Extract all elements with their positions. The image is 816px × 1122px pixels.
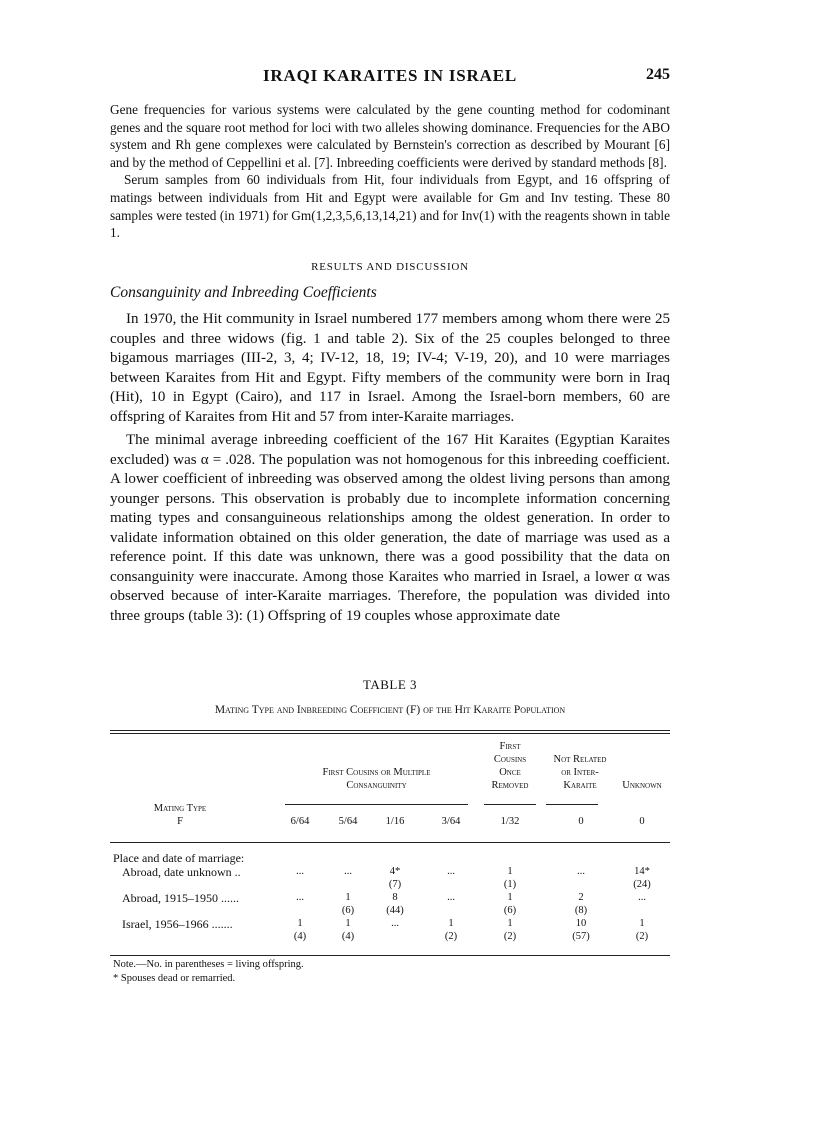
offspring-cell: (57) — [572, 931, 590, 942]
f-value: 0 — [639, 816, 645, 827]
table-cell: ... — [447, 866, 455, 877]
f-value: 6/64 — [290, 816, 310, 827]
header-not-related-line2: or Inter- — [561, 767, 599, 778]
table-title: Mating Type and Inbreeding Coefficient (F) of the Hit Karaite Population — [214, 704, 566, 716]
methods-paragraph-2: Serum samples from 60 individuals from Hit, four individuals from Egypt, and 16 offspring of matings between individuals from Hit and Egypt were available for Gm and Inv testing. These 80 samples were tested (in 1971) for Gm(1,2,3,5,6,13,14,21) and for Inv(1) with the reagents shown in table 1. — [110, 172, 670, 241]
header-unknown: Unknown — [622, 780, 662, 791]
table-cell: 1 — [639, 918, 645, 929]
place-date-label: Place and date of marriage: — [113, 851, 245, 865]
running-title: IRAQI KARAITES IN ISRAEL — [263, 66, 517, 85]
header-first-cousins-line1: First Cousins or Multiple — [322, 767, 431, 778]
table-note: Note.—No. in parentheses = living offspring. — [113, 959, 304, 970]
section-heading: RESULTS AND DISCUSSION — [311, 261, 469, 273]
subsection-heading: Consanguinity and Inbreeding Coefficients — [110, 284, 377, 301]
row-label: Abroad, date unknown .. — [122, 865, 241, 879]
table-cell: 2 — [578, 892, 584, 903]
table-bottom-rule — [110, 955, 670, 956]
header-once-removed-line4: Removed — [491, 780, 529, 791]
f-value: 0 — [578, 816, 584, 827]
group-rule-not-related — [546, 804, 598, 805]
table-cell: 8 — [392, 892, 398, 903]
table-cell: 1 — [345, 918, 351, 929]
page-number: 245 — [646, 66, 670, 83]
offspring-cell: (6) — [341, 905, 355, 916]
methods-text — [110, 101, 670, 242]
table-cell: 4* — [389, 866, 401, 877]
f-value: 1/16 — [385, 816, 405, 827]
group-rule-first-cousins — [285, 804, 468, 805]
results-paragraph-1: In 1970, the Hit community in Israel numbered 177 members among whom there were 25 couples and three widows (fig. 1 and table 2). Six of the 25 couples belonged to three bigamous marriages (III-2, 3, 4; IV-12, 18, 19; IV-4; V-19, 20), and 10 were marriages between Karaites from Hit and Egypt. Fifty members of the community were born in Iraq (Hit), 10 in Egypt (Cairo), and 117 in Israel. Among the Israel-born members, 60 are offspring of Karaites from Hit and 57 from inter-Karaite marriages. — [110, 311, 670, 425]
f-value: 5/64 — [338, 816, 358, 827]
table-cell: ... — [296, 866, 304, 877]
group-rule-once-removed — [484, 804, 536, 805]
offspring-cell: (44) — [386, 905, 404, 916]
table-cell: ... — [296, 892, 304, 903]
offspring-cell: (4) — [293, 931, 307, 942]
table-cell: 1 — [507, 892, 513, 903]
table-cell: ... — [344, 866, 352, 877]
table-cell: 1 — [345, 892, 351, 903]
mating-type-label: Mating Type — [153, 803, 207, 814]
table-cell: 10 — [575, 918, 587, 929]
table-top-rule — [110, 730, 670, 731]
table-label: TABLE 3 — [362, 677, 418, 692]
table-cell: 1 — [448, 918, 454, 929]
f-value: 3/64 — [441, 816, 461, 827]
table-cell: 1 — [507, 866, 513, 877]
header-not-related-line3: Karaite — [563, 780, 597, 791]
offspring-cell: (6) — [503, 905, 517, 916]
f-label: F — [177, 816, 183, 827]
header-not-related-line1: Not Related — [553, 754, 607, 765]
table-header-rule — [110, 842, 670, 843]
header-once-removed-line3: Once — [499, 767, 521, 778]
header-first-cousins-line2: Consanguinity — [346, 780, 407, 791]
table-top-rule-double — [110, 733, 670, 734]
offspring-cell: (1) — [503, 879, 517, 890]
page-header — [110, 66, 670, 90]
row-label: Abroad, 1915–1950 ...... — [122, 891, 239, 905]
offspring-cell: (2) — [635, 931, 649, 942]
table-cell: 1 — [507, 918, 513, 929]
f-value: 1/32 — [500, 816, 520, 827]
table-cell: ... — [638, 892, 646, 903]
row-label: Israel, 1956–1966 ....... — [122, 917, 233, 931]
offspring-cell: (2) — [503, 931, 517, 942]
offspring-cell: (4) — [341, 931, 355, 942]
offspring-cell: (7) — [388, 879, 402, 890]
table-cell: 14* — [634, 866, 650, 877]
table-footnote: * Spouses dead or remarried. — [113, 973, 236, 984]
offspring-cell: (24) — [633, 879, 651, 890]
results-text — [110, 310, 670, 626]
methods-paragraph-1: Gene frequencies for various systems were calculated by the gene counting method for codominant genes and the square root method for loci with two alleles showing dominance. Frequencies for the ABO system and Rh gene complexes were calculated by Bernstein's correction as described by Mourant [6] and by the method of Ceppellini et al. [7]. Inbreeding coefficients were derived by standard methods [8]. — [110, 102, 670, 170]
table-cell: ... — [447, 892, 455, 903]
header-once-removed-line2: Cousins — [493, 754, 527, 765]
offspring-cell: (8) — [574, 905, 588, 916]
table-cell: ... — [577, 866, 585, 877]
table-cell: 1 — [297, 918, 303, 929]
results-paragraph-2: The minimal average inbreeding coefficient of the 167 Hit Karaites (Egyptian Karaites excluded) was α = .028. The population was not homogenous for this inbreeding coefficient. A lower coefficient of inbreeding was observed among the oldest living persons than among younger persons. This observation is probably due to incomplete information concerning mating types and consanguineous relationships among the oldest generation. In order to validate information obtained on this older generation, the date of marriage was used as a reference point. If this date was unknown, there was a good possibility that the data on consanguinity were inaccurate. Among those Karaites who married in Israel, a lower α was observed because of inter-Karaite marriages. Therefore, the population was divided into three groups (table 3): (1) Offspring of 19 couples whose approximate date — [110, 432, 670, 624]
table-cell: ... — [391, 918, 399, 929]
header-once-removed-line1: First — [499, 741, 521, 752]
offspring-cell: (2) — [444, 931, 458, 942]
